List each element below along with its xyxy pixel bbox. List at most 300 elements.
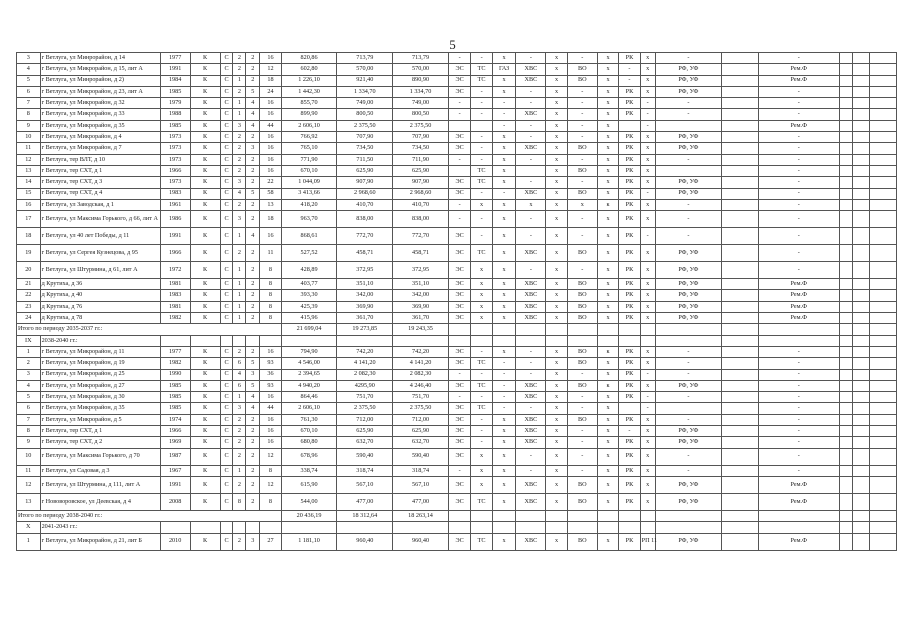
wall-type: С [220, 143, 233, 154]
repair-fund: - [758, 188, 839, 199]
empty-cell [233, 522, 246, 533]
floors: 2 [246, 53, 260, 64]
wall-type: С [220, 403, 233, 414]
residential-area: 749,00 [337, 98, 393, 109]
col-23 [840, 165, 853, 176]
drainage: - [567, 154, 597, 165]
col-17: х [597, 86, 618, 97]
total-area: 338,74 [281, 465, 337, 476]
col-21 [722, 448, 758, 465]
gas: - [492, 380, 516, 391]
table-row [17, 448, 897, 465]
heating: х [471, 279, 492, 290]
year-built: 1988 [160, 109, 190, 120]
empty-cell [190, 335, 220, 346]
power-supply: ЭС [448, 448, 471, 465]
period-total-row [17, 324, 897, 335]
wall-type: С [220, 120, 233, 131]
residential-area: 742,20 [337, 346, 393, 357]
heating: - [471, 132, 492, 143]
row-number: 7 [17, 414, 41, 425]
period-total-label: Итого по периоду 2035-2037 гг.: [17, 324, 282, 335]
heating: х [471, 290, 492, 301]
heating: - [471, 426, 492, 437]
floors: 2 [246, 313, 260, 324]
address: г Ветлуга, ул Сергея Кузнецова, д 95 [40, 245, 160, 262]
col-19: х [640, 380, 655, 391]
col-23 [840, 98, 853, 109]
sections: 2 [233, 448, 246, 465]
facade-repair: РФ, УФ [655, 279, 721, 290]
total-area: 3 413,66 [281, 188, 337, 199]
col-25 [870, 262, 897, 279]
page-number: 5 [449, 37, 456, 52]
col-17: х [597, 75, 618, 86]
total-area: 1 442,30 [281, 86, 337, 97]
floors: 4 [246, 228, 260, 245]
gas: - [492, 120, 516, 131]
wall-type: С [220, 165, 233, 176]
col-24 [852, 448, 869, 465]
repair-fund: - [758, 369, 839, 380]
col-17: х [597, 109, 618, 120]
year-built: 1967 [160, 465, 190, 476]
material-k: К [190, 426, 220, 437]
empty-cell [758, 522, 839, 533]
apartments: 93 [260, 358, 281, 369]
material-k: К [190, 53, 220, 64]
living-area: 749,00 [393, 98, 449, 109]
col-19: х [640, 290, 655, 301]
total-area: 393,30 [281, 290, 337, 301]
living-area: 1 334,70 [393, 86, 449, 97]
apartments: 16 [260, 414, 281, 425]
gas: х [492, 177, 516, 188]
drainage: ВО [567, 414, 597, 425]
hot-water: х [546, 448, 567, 465]
sections: 1 [233, 109, 246, 120]
residential-area: 921,40 [337, 75, 393, 86]
facade-repair: РФ, УФ [655, 290, 721, 301]
cold-water: ХВС [516, 290, 546, 301]
power-supply: ЭС [448, 86, 471, 97]
hot-water: х [546, 465, 567, 476]
drainage: - [567, 369, 597, 380]
apartments: 12 [260, 64, 281, 75]
col-17: к [597, 380, 618, 391]
col-23 [840, 211, 853, 228]
power-supply: ЭС [448, 301, 471, 312]
year-built: 1966 [160, 245, 190, 262]
residential-area: 712,00 [337, 414, 393, 425]
table-row [17, 279, 897, 290]
material-k: К [190, 369, 220, 380]
col-23 [840, 64, 853, 75]
table-row [17, 86, 897, 97]
row-number: 18 [17, 228, 41, 245]
empty-cell [870, 522, 897, 533]
drainage: - [567, 392, 597, 403]
col-25 [870, 120, 897, 131]
table-row [17, 346, 897, 357]
year-built: 1985 [160, 392, 190, 403]
col-19: - [640, 228, 655, 245]
year-built: 1990 [160, 369, 190, 380]
sections: 2 [233, 53, 246, 64]
hot-water: х [546, 279, 567, 290]
roof-repair: РК [619, 228, 640, 245]
sections: 2 [233, 143, 246, 154]
cold-water: - [516, 211, 546, 228]
floors: 2 [246, 177, 260, 188]
material-k: К [190, 380, 220, 391]
cold-water: ХВС [516, 245, 546, 262]
empty-cell [220, 522, 233, 533]
heating: - [471, 346, 492, 357]
year-built: 1979 [160, 98, 190, 109]
address: г Ветлуга, ул Штурмина, д 111, лит А [40, 476, 160, 493]
residential-area: 2 082,30 [337, 369, 393, 380]
material-k: К [190, 165, 220, 176]
col-23 [840, 228, 853, 245]
living-area: 2 968,60 [393, 188, 449, 199]
gas: х [492, 346, 516, 357]
drainage: - [567, 109, 597, 120]
row-number: 1 [17, 533, 41, 550]
col-25 [870, 380, 897, 391]
col-24 [852, 403, 869, 414]
table-row [17, 380, 897, 391]
col-24 [852, 380, 869, 391]
col-21 [722, 132, 758, 143]
repair-fund: - [758, 380, 839, 391]
cold-water: ХВС [516, 437, 546, 448]
table-row [17, 228, 897, 245]
year-built: 1966 [160, 426, 190, 437]
col-23 [840, 465, 853, 476]
hot-water: х [546, 313, 567, 324]
roof-repair: РК [619, 188, 640, 199]
empty-cell [640, 522, 655, 533]
total-area: 771,90 [281, 154, 337, 165]
wall-type: С [220, 301, 233, 312]
empty-cell [160, 522, 190, 533]
col-17: х [597, 143, 618, 154]
gas: х [492, 53, 516, 64]
gas: х [492, 154, 516, 165]
row-number: 9 [17, 120, 41, 131]
cold-water: - [516, 177, 546, 188]
cold-water: ХВС [516, 75, 546, 86]
table-row [17, 132, 897, 143]
facade-repair: РФ, УФ [655, 476, 721, 493]
col-17: х [597, 403, 618, 414]
total-area: 899,90 [281, 109, 337, 120]
total-area: 615,90 [281, 476, 337, 493]
apartments: 44 [260, 120, 281, 131]
col-17: х [597, 448, 618, 465]
address: г Ветлуга, ул Микрорайон, д 19 [40, 358, 160, 369]
residential-area: 570,00 [337, 64, 393, 75]
col-25 [870, 109, 897, 120]
sections: 2 [233, 165, 246, 176]
living-area: 838,00 [393, 211, 449, 228]
year-built: 1984 [160, 75, 190, 86]
row-number: 2 [17, 358, 41, 369]
material-k: К [190, 465, 220, 476]
total-area: 680,80 [281, 437, 337, 448]
power-supply: ЭС [448, 290, 471, 301]
col-25 [870, 199, 897, 210]
living-area: 712,00 [393, 414, 449, 425]
col-19: - [640, 98, 655, 109]
empty-cell [546, 335, 567, 346]
col-23 [840, 199, 853, 210]
col-21 [722, 262, 758, 279]
wall-type: С [220, 132, 233, 143]
facade-repair: - [655, 98, 721, 109]
address: г Ветлуга, ул Микрорайон, д 21, лит Б [40, 533, 160, 550]
cold-water: - [516, 53, 546, 64]
row-number: 3 [17, 53, 41, 64]
sections: 2 [233, 437, 246, 448]
col-25 [870, 346, 897, 357]
empty-cell [567, 335, 597, 346]
power-supply: ЭС [448, 75, 471, 86]
living-area: 372,95 [393, 262, 449, 279]
row-number: 10 [17, 132, 41, 143]
col-21 [722, 493, 758, 510]
residential-area: 907,90 [337, 177, 393, 188]
heating: - [471, 392, 492, 403]
empty-cell [619, 335, 640, 346]
empty-cell [840, 510, 853, 521]
sections: 1 [233, 392, 246, 403]
year-built: 1973 [160, 143, 190, 154]
col-21 [722, 75, 758, 86]
facade-repair: РФ, УФ [655, 380, 721, 391]
empty-cell [260, 522, 281, 533]
address: г Ветлуга, ул Микрорайон, д 27 [40, 380, 160, 391]
col-19: х [640, 177, 655, 188]
year-built: 1986 [160, 211, 190, 228]
apartments: 16 [260, 132, 281, 143]
col-19: х [640, 476, 655, 493]
living-area: 570,00 [393, 64, 449, 75]
repair-fund: Рем.Ф [758, 279, 839, 290]
total-area: 766,92 [281, 132, 337, 143]
gas: х [492, 75, 516, 86]
living-area: 907,90 [393, 177, 449, 188]
col-19: х [640, 245, 655, 262]
floors: 5 [246, 86, 260, 97]
row-number: 16 [17, 199, 41, 210]
col-25 [870, 98, 897, 109]
roof-repair: РК [619, 53, 640, 64]
gas: - [492, 188, 516, 199]
residential-area: 2 375,50 [337, 403, 393, 414]
col-21 [722, 228, 758, 245]
address: г Ветлуга, ул Садовая, д 3 [40, 465, 160, 476]
total-area: 418,20 [281, 199, 337, 210]
cold-water: - [516, 86, 546, 97]
power-supply: ЭС [448, 177, 471, 188]
col-17: х [597, 301, 618, 312]
period-section-row [17, 522, 897, 533]
table-row [17, 199, 897, 210]
period-total-value: 18 312,64 [337, 510, 393, 521]
empty-cell [640, 335, 655, 346]
address: д Крутиха, д 40 [40, 290, 160, 301]
empty-cell [597, 510, 618, 521]
repair-fund: Рем.Ф [758, 533, 839, 550]
col-25 [870, 53, 897, 64]
repair-fund: Рем.Ф [758, 301, 839, 312]
col-24 [852, 177, 869, 188]
repair-fund: Рем.Ф [758, 493, 839, 510]
wall-type: С [220, 279, 233, 290]
hot-water: х [546, 403, 567, 414]
empty-cell [220, 335, 233, 346]
empty-cell [546, 522, 567, 533]
living-area: 713,79 [393, 53, 449, 64]
year-built: 1982 [160, 313, 190, 324]
col-24 [852, 358, 869, 369]
address: г Ветлуга, ул Микрорайон, д 35 [40, 120, 160, 131]
empty-cell [840, 522, 853, 533]
material-k: К [190, 245, 220, 262]
wall-type: С [220, 188, 233, 199]
repair-fund: Рем.Ф [758, 64, 839, 75]
empty-cell [471, 510, 492, 521]
period-section-row [17, 335, 897, 346]
living-area: 960,40 [393, 533, 449, 550]
col-19: х [640, 154, 655, 165]
total-area: 4 940,20 [281, 380, 337, 391]
year-built: 1973 [160, 154, 190, 165]
col-21 [722, 245, 758, 262]
total-area: 415,96 [281, 313, 337, 324]
col-19: х [640, 448, 655, 465]
roof-repair: - [619, 426, 640, 437]
year-built: 1966 [160, 165, 190, 176]
residential-area: 372,95 [337, 262, 393, 279]
repair-fund: - [758, 262, 839, 279]
apartments: 12 [260, 476, 281, 493]
wall-type: С [220, 64, 233, 75]
apartments: 44 [260, 403, 281, 414]
power-supply: - [448, 154, 471, 165]
total-area: 794,90 [281, 346, 337, 357]
col-24 [852, 154, 869, 165]
residential-area: 838,00 [337, 211, 393, 228]
hot-water: х [546, 533, 567, 550]
period-total-value: 20 436,19 [281, 510, 337, 521]
period-total-label: Итого по периоду 2038-2040 гг.: [17, 510, 282, 521]
table-row [17, 143, 897, 154]
material-k: К [190, 533, 220, 550]
facade-repair: РФ, УФ [655, 75, 721, 86]
repair-fund: - [758, 346, 839, 357]
row-number: 19 [17, 245, 41, 262]
col-25 [870, 414, 897, 425]
col-17: х [597, 392, 618, 403]
col-19: х [640, 313, 655, 324]
cold-water: - [516, 228, 546, 245]
table-row [17, 53, 897, 64]
roof-repair: - [619, 75, 640, 86]
material-k: К [190, 228, 220, 245]
living-area: 2 082,30 [393, 369, 449, 380]
wall-type: С [220, 53, 233, 64]
section-label: 2041-2043 гг.: [40, 522, 160, 533]
power-supply [448, 120, 471, 131]
period-total-value: 19 243,35 [393, 324, 449, 335]
drainage: - [567, 228, 597, 245]
cold-water: ХВС [516, 533, 546, 550]
sections: 6 [233, 358, 246, 369]
empty-cell [516, 335, 546, 346]
col-17: х [597, 98, 618, 109]
heating: х [471, 448, 492, 465]
heating: - [471, 53, 492, 64]
material-k: К [190, 188, 220, 199]
address: г Ветлуга, ул 40 лет Победы, д 11 [40, 228, 160, 245]
drainage: ВО [567, 279, 597, 290]
apartments: 16 [260, 228, 281, 245]
facade-repair: РФ, УФ [655, 188, 721, 199]
apartments: 16 [260, 426, 281, 437]
power-supply: ЭС [448, 493, 471, 510]
row-number: 23 [17, 301, 41, 312]
sections: 1 [233, 301, 246, 312]
living-area: 4 141,20 [393, 358, 449, 369]
drainage: - [567, 403, 597, 414]
empty-cell [852, 335, 869, 346]
material-k: К [190, 437, 220, 448]
hot-water: х [546, 120, 567, 131]
gas: х [492, 533, 516, 550]
apartments: 16 [260, 392, 281, 403]
col-17: х [597, 414, 618, 425]
year-built: 1981 [160, 301, 190, 312]
drainage: ВО [567, 380, 597, 391]
address: г Ветлуга, ул Максима Горького, д 66, лит А [40, 211, 160, 228]
col-23 [840, 262, 853, 279]
hot-water: х [546, 262, 567, 279]
repair-fund: Рем.Ф [758, 120, 839, 131]
material-k: К [190, 154, 220, 165]
repair-fund: - [758, 53, 839, 64]
power-supply: - [448, 465, 471, 476]
total-area: 670,10 [281, 426, 337, 437]
hot-water: х [546, 177, 567, 188]
empty-cell [448, 335, 471, 346]
living-area: 477,00 [393, 493, 449, 510]
hot-water: х [546, 437, 567, 448]
year-built: 1982 [160, 358, 190, 369]
year-built: 1973 [160, 177, 190, 188]
apartments: 24 [260, 86, 281, 97]
address: г Ветлуга, ул Максима Горького, д 70 [40, 448, 160, 465]
sections: 1 [233, 290, 246, 301]
facade-repair: - [655, 211, 721, 228]
cold-water: - [516, 346, 546, 357]
power-supply: - [448, 369, 471, 380]
col-23 [840, 143, 853, 154]
col-24 [852, 109, 869, 120]
cold-water: - [516, 403, 546, 414]
